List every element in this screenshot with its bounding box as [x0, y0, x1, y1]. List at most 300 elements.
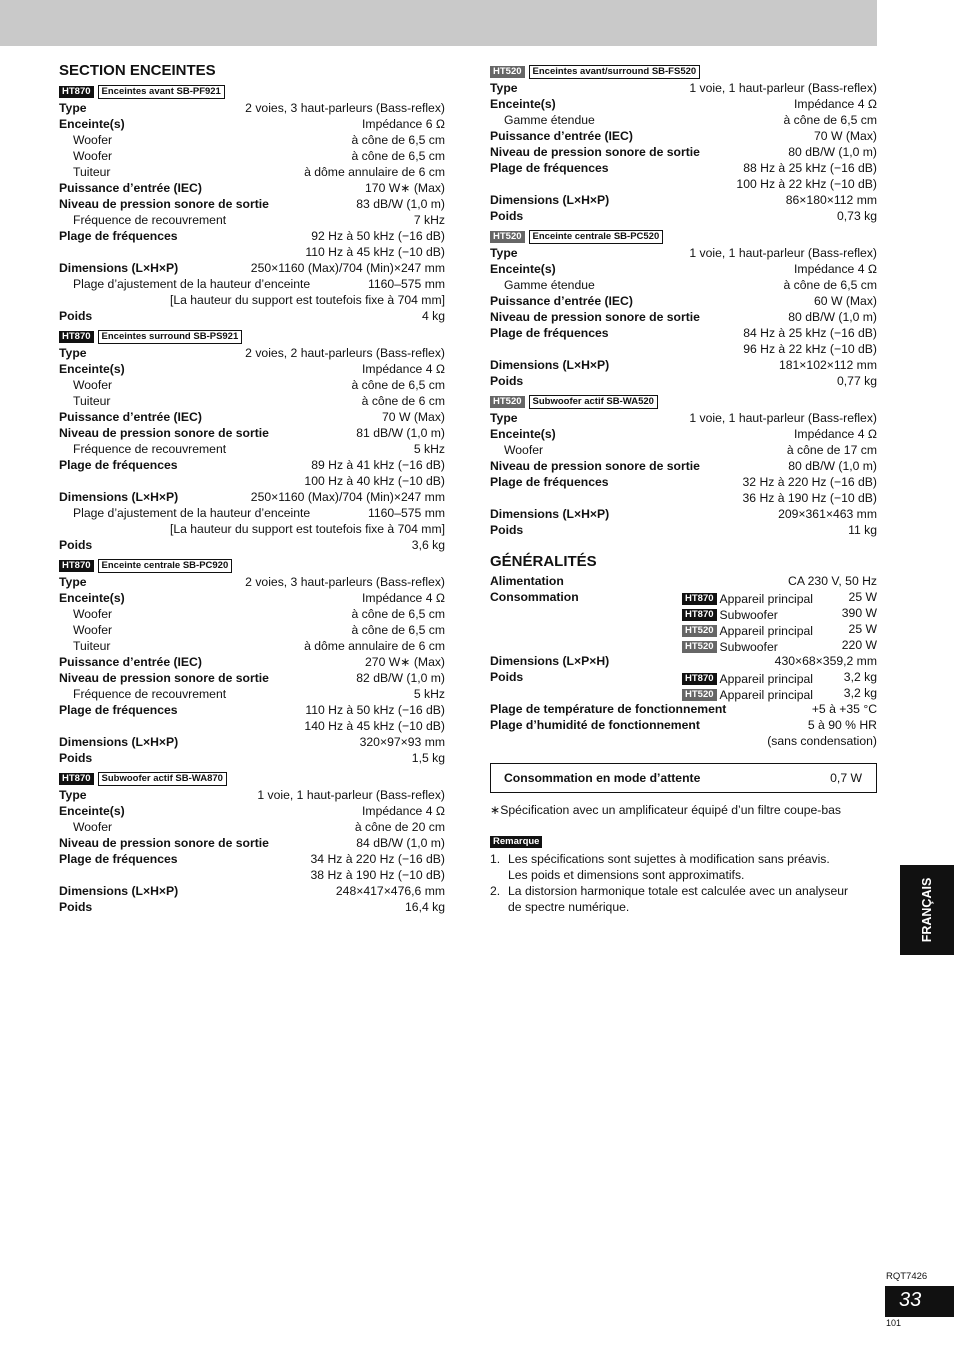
- spec-label: Tuiteur: [73, 639, 111, 653]
- spec-row: [59, 393, 445, 409]
- model-tagline: [490, 230, 877, 244]
- spec-row: [59, 590, 445, 606]
- spec-row: [490, 80, 877, 96]
- spec-row: [59, 100, 445, 116]
- spec-row: [59, 670, 445, 686]
- spec-value: à cône de 6,5 cm: [351, 149, 445, 163]
- spec-label: Plage de fréquences: [490, 326, 609, 340]
- spec-row: [490, 277, 877, 293]
- general-value: 25 W: [848, 622, 877, 636]
- spec-value: 2 voies, 2 haut-parleurs (Bass-reflex): [245, 346, 445, 360]
- spec-row: [490, 112, 877, 128]
- spec-label: Woofer: [73, 133, 113, 147]
- section-title: SECTION ENCEINTES: [59, 62, 216, 79]
- general-row: [490, 637, 877, 653]
- model-tagline: [59, 330, 445, 344]
- spec-label: Niveau de pression sonore de sortie: [490, 459, 700, 473]
- spec-value: 270 W∗ (Max): [365, 655, 445, 669]
- spec-row: [490, 325, 877, 341]
- spec-value: Impédance 4 Ω: [362, 591, 445, 605]
- spec-row: [490, 176, 877, 192]
- spec-row: [490, 373, 877, 389]
- speaker-name: Subwoofer actif SB-WA520: [529, 395, 658, 409]
- right-column: [490, 65, 877, 915]
- general-unit: [682, 671, 844, 687]
- general-value: 25 W: [848, 590, 877, 604]
- spec-value: 38 Hz à 190 Hz (−10 dB): [310, 868, 445, 882]
- spec-row: [59, 409, 445, 425]
- spec-row: [490, 474, 877, 490]
- spec-value: 89 Hz à 41 kHz (−16 dB): [311, 458, 445, 472]
- general-label: Alimentation: [490, 574, 564, 588]
- speaker-name: Enceintes avant SB-PF921: [98, 85, 225, 99]
- general-value: +5 à +35 °C: [811, 702, 877, 716]
- spec-row: [59, 505, 445, 521]
- spec-value: 1 voie, 1 haut-parleur (Bass-reflex): [689, 246, 877, 260]
- general-row: [490, 589, 877, 605]
- spec-row: [59, 132, 445, 148]
- spec-value: 1 voie, 1 haut-parleur (Bass-reflex): [257, 788, 445, 802]
- spec-label: Dimensions (L×H×P): [59, 735, 179, 749]
- standby-box: [490, 763, 877, 793]
- spec-value: 1160–575 mm: [367, 277, 445, 291]
- spec-value: à dôme annulaire de 6 cm: [304, 639, 445, 653]
- model-tag: HT520: [490, 231, 525, 243]
- spec-label: Plage d’ajustement de la hauteur d’enceinte: [73, 506, 311, 520]
- general-value: CA 230 V, 50 Hz: [788, 574, 877, 588]
- spec-value: 100 Hz à 22 kHz (−10 dB): [736, 177, 877, 191]
- spec-label: Dimensions (L×H×P): [490, 507, 610, 521]
- spec-value: 0,73 kg: [837, 209, 877, 223]
- spec-value: 0,77 kg: [837, 374, 877, 388]
- spec-value: 4 kg: [421, 309, 445, 323]
- remarque-item: [490, 867, 877, 883]
- language-label: FRANÇAIS: [920, 877, 934, 943]
- model-tagline: [490, 395, 877, 409]
- page-number-box: [885, 1286, 954, 1317]
- spec-label: Type: [59, 101, 87, 115]
- spec-row: [490, 309, 877, 325]
- general-label: Poids: [490, 670, 524, 684]
- remarque-number: [490, 867, 508, 883]
- general-row: [490, 669, 877, 685]
- spec-label: Plage de fréquences: [59, 703, 178, 717]
- spec-label: Dimensions (L×H×P): [59, 884, 179, 898]
- spec-label: Plage de fréquences: [490, 161, 609, 175]
- spec-row: [59, 622, 445, 638]
- spec-label: Enceinte(s): [490, 97, 556, 111]
- model-tag: HT870: [682, 593, 717, 605]
- spec-label: Woofer: [73, 820, 113, 834]
- spec-label: Tuiteur: [73, 165, 111, 179]
- spec-row: [59, 537, 445, 553]
- spec-value: 70 W (Max): [814, 129, 877, 143]
- spec-value: à cône de 6 cm: [361, 394, 445, 408]
- spec-row: [490, 506, 877, 522]
- model-tagline: [59, 772, 445, 786]
- spec-row: [59, 361, 445, 377]
- general-value: 3,2 kg: [843, 686, 877, 700]
- spec-value: [La hauteur du support est toutefois fixe à 704 mm]: [169, 522, 445, 536]
- spec-label: Dimensions (L×H×P): [59, 490, 179, 504]
- spec-label: Puissance d’entrée (IEC): [59, 181, 202, 195]
- spec-value: à dôme annulaire de 6 cm: [304, 165, 445, 179]
- spec-value: 16,4 kg: [405, 900, 445, 914]
- model-tagline: [59, 85, 445, 99]
- general-row: [490, 573, 877, 589]
- spec-value: 32 Hz à 220 Hz (−16 dB): [742, 475, 877, 489]
- spec-row: [59, 787, 445, 803]
- spec-value: 320×97×93 mm: [359, 735, 445, 749]
- spec-label: Niveau de pression sonore de sortie: [490, 145, 700, 159]
- spec-row: [490, 192, 877, 208]
- spec-row: [490, 144, 877, 160]
- speaker-name: Enceintes avant/surround SB-FS520: [529, 65, 701, 79]
- page-number-small: 101: [886, 1318, 902, 1328]
- spec-value: 34 Hz à 220 Hz (−16 dB): [310, 852, 445, 866]
- general-label: Consommation: [490, 590, 579, 604]
- unit-label: Subwoofer: [719, 640, 778, 654]
- spec-label: Poids: [490, 374, 524, 388]
- spec-row: [490, 96, 877, 112]
- spec-value: 80 dB/W (1,0 m): [788, 310, 877, 324]
- spec-label: Poids: [59, 751, 93, 765]
- model-tag: HT870: [59, 560, 94, 572]
- general-row: [490, 701, 877, 717]
- spec-label: Enceinte(s): [59, 804, 125, 818]
- spec-row: [59, 851, 445, 867]
- spec-label: Fréquence de recouvrement: [73, 213, 227, 227]
- spec-row: [490, 341, 877, 357]
- general-unit: [682, 623, 849, 639]
- spec-value: 1 voie, 1 haut-parleur (Bass-reflex): [689, 81, 877, 95]
- spec-value: 250×1160 (Max)/704 (Min)×247 mm: [250, 261, 445, 275]
- spec-row: [59, 457, 445, 473]
- spec-row: [490, 442, 877, 458]
- spec-row: [490, 160, 877, 176]
- spec-row: [59, 638, 445, 654]
- spec-value: 250×1160 (Max)/704 (Min)×247 mm: [250, 490, 445, 504]
- spec-label: Poids: [490, 523, 524, 537]
- general-title: GÉNÉRALITÉS: [490, 553, 597, 570]
- spec-label: Dimensions (L×H×P): [490, 358, 610, 372]
- remarque-number: 2.: [490, 884, 501, 898]
- spec-label: Type: [490, 246, 518, 260]
- general-unit: [682, 607, 842, 623]
- spec-label: Niveau de pression sonore de sortie: [59, 426, 269, 440]
- standby-value: 0,7 W: [830, 771, 862, 785]
- general-value: (sans condensation): [767, 734, 877, 748]
- spec-label: Plage de fréquences: [490, 475, 609, 489]
- spec-label: Tuiteur: [73, 394, 111, 408]
- model-tag: HT870: [59, 773, 94, 785]
- model-tag: HT520: [682, 641, 717, 653]
- spec-row: [490, 293, 877, 309]
- spec-value: 110 Hz à 50 kHz (−16 dB): [305, 703, 445, 717]
- spec-label: Type: [490, 81, 518, 95]
- spec-value: 70 W (Max): [382, 410, 445, 424]
- spec-value: 1160–575 mm: [367, 506, 445, 520]
- spec-label: Enceinte(s): [490, 427, 556, 441]
- general-row: [490, 685, 877, 701]
- spec-value: 7 kHz: [413, 213, 445, 227]
- spec-label: Poids: [59, 900, 93, 914]
- spec-label: Plage de fréquences: [59, 458, 178, 472]
- spec-value: 170 W∗ (Max): [365, 181, 445, 195]
- spec-row: [59, 276, 445, 292]
- spec-label: Gamme étendue: [504, 278, 595, 292]
- remarque-list: [490, 851, 877, 915]
- unit-label: Appareil principal: [719, 624, 814, 638]
- spec-label: Puissance d’entrée (IEC): [59, 655, 202, 669]
- spec-label: Plage de fréquences: [59, 229, 178, 243]
- spec-value: 88 Hz à 25 kHz (−16 dB): [743, 161, 877, 175]
- spec-row: [59, 574, 445, 590]
- spec-value: 96 Hz à 22 kHz (−10 dB): [743, 342, 877, 356]
- speaker-name: Enceinte centrale SB-PC920: [98, 559, 233, 573]
- spec-row: [59, 196, 445, 212]
- remarque-text: de spectre numérique.: [508, 900, 630, 914]
- spec-row: [59, 244, 445, 260]
- spec-label: Niveau de pression sonore de sortie: [59, 671, 269, 685]
- model-tag: HT870: [682, 609, 717, 621]
- model-tag: HT520: [490, 396, 525, 408]
- spec-value: 2 voies, 3 haut-parleurs (Bass-reflex): [245, 101, 445, 115]
- spec-label: Fréquence de recouvrement: [73, 442, 227, 456]
- spec-label: Woofer: [504, 443, 544, 457]
- spec-row: [59, 734, 445, 750]
- general-row: [490, 717, 877, 733]
- general-value: 390 W: [841, 606, 877, 620]
- spec-value: 2 voies, 3 haut-parleurs (Bass-reflex): [245, 575, 445, 589]
- spec-value: à cône de 6,5 cm: [783, 278, 877, 292]
- spec-value: 1,5 kg: [411, 751, 445, 765]
- spec-value: 5 kHz: [413, 442, 445, 456]
- spec-label: Type: [490, 411, 518, 425]
- page-number: 33: [899, 1289, 922, 1311]
- general-label: Plage de température de fonctionnement: [490, 702, 727, 716]
- spec-row: [59, 686, 445, 702]
- language-tab: [900, 865, 954, 955]
- spec-value: 5 kHz: [413, 687, 445, 701]
- spec-value: 36 Hz à 190 Hz (−10 dB): [742, 491, 877, 505]
- spec-value: Impédance 6 Ω: [362, 117, 445, 131]
- spec-label: Enceinte(s): [490, 262, 556, 276]
- spec-label: Puissance d’entrée (IEC): [490, 129, 633, 143]
- model-tag: HT520: [682, 689, 717, 701]
- general-label: Dimensions (L×P×H): [490, 654, 610, 668]
- spec-row: [59, 819, 445, 835]
- model-tag: HT520: [682, 625, 717, 637]
- general-row: [490, 733, 877, 749]
- spec-value: 3,6 kg: [411, 538, 445, 552]
- spec-row: [490, 458, 877, 474]
- spec-label: Gamme étendue: [504, 113, 595, 127]
- spec-row: [490, 357, 877, 373]
- standby-label: Consommation en mode d’attente: [504, 771, 701, 785]
- spec-row: [59, 164, 445, 180]
- spec-label: Plage de fréquences: [59, 852, 178, 866]
- spec-row: [59, 899, 445, 915]
- spec-label: Enceinte(s): [59, 362, 125, 376]
- general-specs: [490, 573, 877, 749]
- spec-label: Type: [59, 788, 87, 802]
- spec-row: [59, 606, 445, 622]
- general-label: Plage d’humidité de fonctionnement: [490, 718, 700, 732]
- spec-label: Dimensions (L×H×P): [59, 261, 179, 275]
- spec-row: [59, 292, 445, 308]
- spec-label: Niveau de pression sonore de sortie: [59, 197, 269, 211]
- spec-value: 110 Hz à 45 kHz (−10 dB): [305, 245, 445, 259]
- spec-row: [59, 473, 445, 489]
- spec-value: à cône de 6,5 cm: [783, 113, 877, 127]
- general-value: 430×68×359,2 mm: [774, 654, 877, 668]
- spec-label: Dimensions (L×H×P): [490, 193, 610, 207]
- general-value: 5 à 90 % HR: [807, 718, 877, 732]
- spec-value: 80 dB/W (1,0 m): [788, 145, 877, 159]
- spec-row: [490, 490, 877, 506]
- model-tag: HT870: [682, 673, 717, 685]
- general-value: 3,2 kg: [843, 670, 877, 684]
- general-row: [490, 621, 877, 637]
- spec-label: Type: [59, 575, 87, 589]
- spec-label: Poids: [59, 309, 93, 323]
- spec-value: 86×180×112 mm: [785, 193, 877, 207]
- spec-row: [59, 260, 445, 276]
- spec-label: Woofer: [73, 378, 113, 392]
- spec-value: à cône de 6,5 cm: [351, 378, 445, 392]
- model-tag: HT870: [59, 331, 94, 343]
- spec-row: [59, 883, 445, 899]
- spec-row: [59, 521, 445, 537]
- spec-value: 81 dB/W (1,0 m): [356, 426, 445, 440]
- spec-value: Impédance 4 Ω: [362, 362, 445, 376]
- spec-row: [59, 228, 445, 244]
- model-tagline: [490, 65, 877, 79]
- remarque-number: [490, 899, 508, 915]
- spec-row: [490, 128, 877, 144]
- spec-row: [59, 718, 445, 734]
- remarque-number: 1.: [490, 852, 501, 866]
- spec-value: à cône de 6,5 cm: [351, 133, 445, 147]
- spec-value: 84 Hz à 25 kHz (−16 dB): [743, 326, 877, 340]
- spec-row: [59, 377, 445, 393]
- spec-row: [59, 212, 445, 228]
- spec-row: [59, 867, 445, 883]
- spec-row: [59, 750, 445, 766]
- model-tagline: [59, 559, 445, 573]
- spec-label: Enceinte(s): [59, 591, 125, 605]
- spec-label: Woofer: [73, 623, 113, 637]
- model-tag: HT520: [490, 66, 525, 78]
- spec-value: 11 kg: [848, 523, 877, 537]
- unit-label: Appareil principal: [719, 688, 814, 702]
- spec-value: à cône de 6,5 cm: [351, 607, 445, 621]
- spec-value: 209×361×463 mm: [778, 507, 877, 521]
- spec-row: [59, 345, 445, 361]
- spec-label: Niveau de pression sonore de sortie: [59, 836, 269, 850]
- spec-label: Woofer: [73, 149, 113, 163]
- spec-label: Poids: [490, 209, 524, 223]
- spec-value: Impédance 4 Ω: [362, 804, 445, 818]
- spec-label: Niveau de pression sonore de sortie: [490, 310, 700, 324]
- speaker-name: Enceintes surround SB-PS921: [98, 330, 243, 344]
- spec-value: Impédance 4 Ω: [794, 262, 877, 276]
- remarque-text: La distorsion harmonique totale est calculée avec un analyseur: [508, 884, 849, 898]
- footnote: ∗Spécification avec un amplificateur équipé d’un filtre coupe-bas: [490, 803, 841, 817]
- unit-label: Subwoofer: [719, 608, 778, 622]
- spec-row: [59, 654, 445, 670]
- spec-row: [59, 441, 445, 457]
- spec-value: 82 dB/W (1,0 m): [356, 671, 445, 685]
- spec-label: Puissance d’entrée (IEC): [490, 294, 633, 308]
- spec-label: Woofer: [73, 607, 113, 621]
- unit-label: Appareil principal: [719, 672, 814, 686]
- spec-value: 100 Hz à 40 kHz (−10 dB): [304, 474, 445, 488]
- spec-value: 60 W (Max): [814, 294, 877, 308]
- spec-row: [490, 261, 877, 277]
- spec-value: 84 dB/W (1,0 m): [356, 836, 445, 850]
- spec-row: [59, 702, 445, 718]
- spec-value: [La hauteur du support est toutefois fixe à 704 mm]: [169, 293, 445, 307]
- spec-label: Poids: [59, 538, 93, 552]
- general-row: [490, 605, 877, 621]
- spec-value: 92 Hz à 50 kHz (−16 dB): [311, 229, 445, 243]
- spec-label: Type: [59, 346, 87, 360]
- remarque-text: Les poids et dimensions sont approximatifs.: [508, 868, 745, 882]
- spec-row: [490, 410, 877, 426]
- spec-value: 140 Hz à 45 kHz (−10 dB): [304, 719, 445, 733]
- general-value: 220 W: [841, 638, 877, 652]
- spec-row: [490, 522, 877, 538]
- spec-value: à cône de 20 cm: [354, 820, 445, 834]
- remarque-item: [490, 899, 877, 915]
- remarque-item: [490, 851, 877, 867]
- general-row: [490, 653, 877, 669]
- remarque-item: [490, 883, 877, 899]
- spec-value: 248×417×476,6 mm: [335, 884, 445, 898]
- spec-row: [59, 308, 445, 324]
- spec-row: [59, 489, 445, 505]
- spec-row: [59, 835, 445, 851]
- unit-label: Appareil principal: [719, 592, 814, 606]
- model-tag: HT870: [59, 86, 94, 98]
- spec-label: Fréquence de recouvrement: [73, 687, 227, 701]
- spec-row: [490, 245, 877, 261]
- remarque-tag: Remarque: [490, 836, 542, 848]
- spec-value: Impédance 4 Ω: [794, 97, 877, 111]
- header-bar: [0, 0, 877, 46]
- left-column: [59, 62, 445, 915]
- spec-label: Puissance d’entrée (IEC): [59, 410, 202, 424]
- general-unit: [682, 591, 849, 607]
- spec-value: 181×102×112 mm: [778, 358, 877, 372]
- spec-label: Enceinte(s): [59, 117, 125, 131]
- spec-value: 1 voie, 1 haut-parleur (Bass-reflex): [689, 411, 877, 425]
- spec-row: [59, 803, 445, 819]
- spec-value: Impédance 4 Ω: [794, 427, 877, 441]
- spec-row: [59, 180, 445, 196]
- spec-row: [490, 208, 877, 224]
- spec-row: [59, 116, 445, 132]
- spec-label: Plage d’ajustement de la hauteur d’enceinte: [73, 277, 311, 291]
- spec-value: à cône de 17 cm: [786, 443, 877, 457]
- document-code: RQT7426: [886, 1271, 928, 1282]
- spec-value: 83 dB/W (1,0 m): [356, 197, 445, 211]
- spec-value: à cône de 6,5 cm: [351, 623, 445, 637]
- spec-row: [59, 425, 445, 441]
- spec-value: 80 dB/W (1,0 m): [788, 459, 877, 473]
